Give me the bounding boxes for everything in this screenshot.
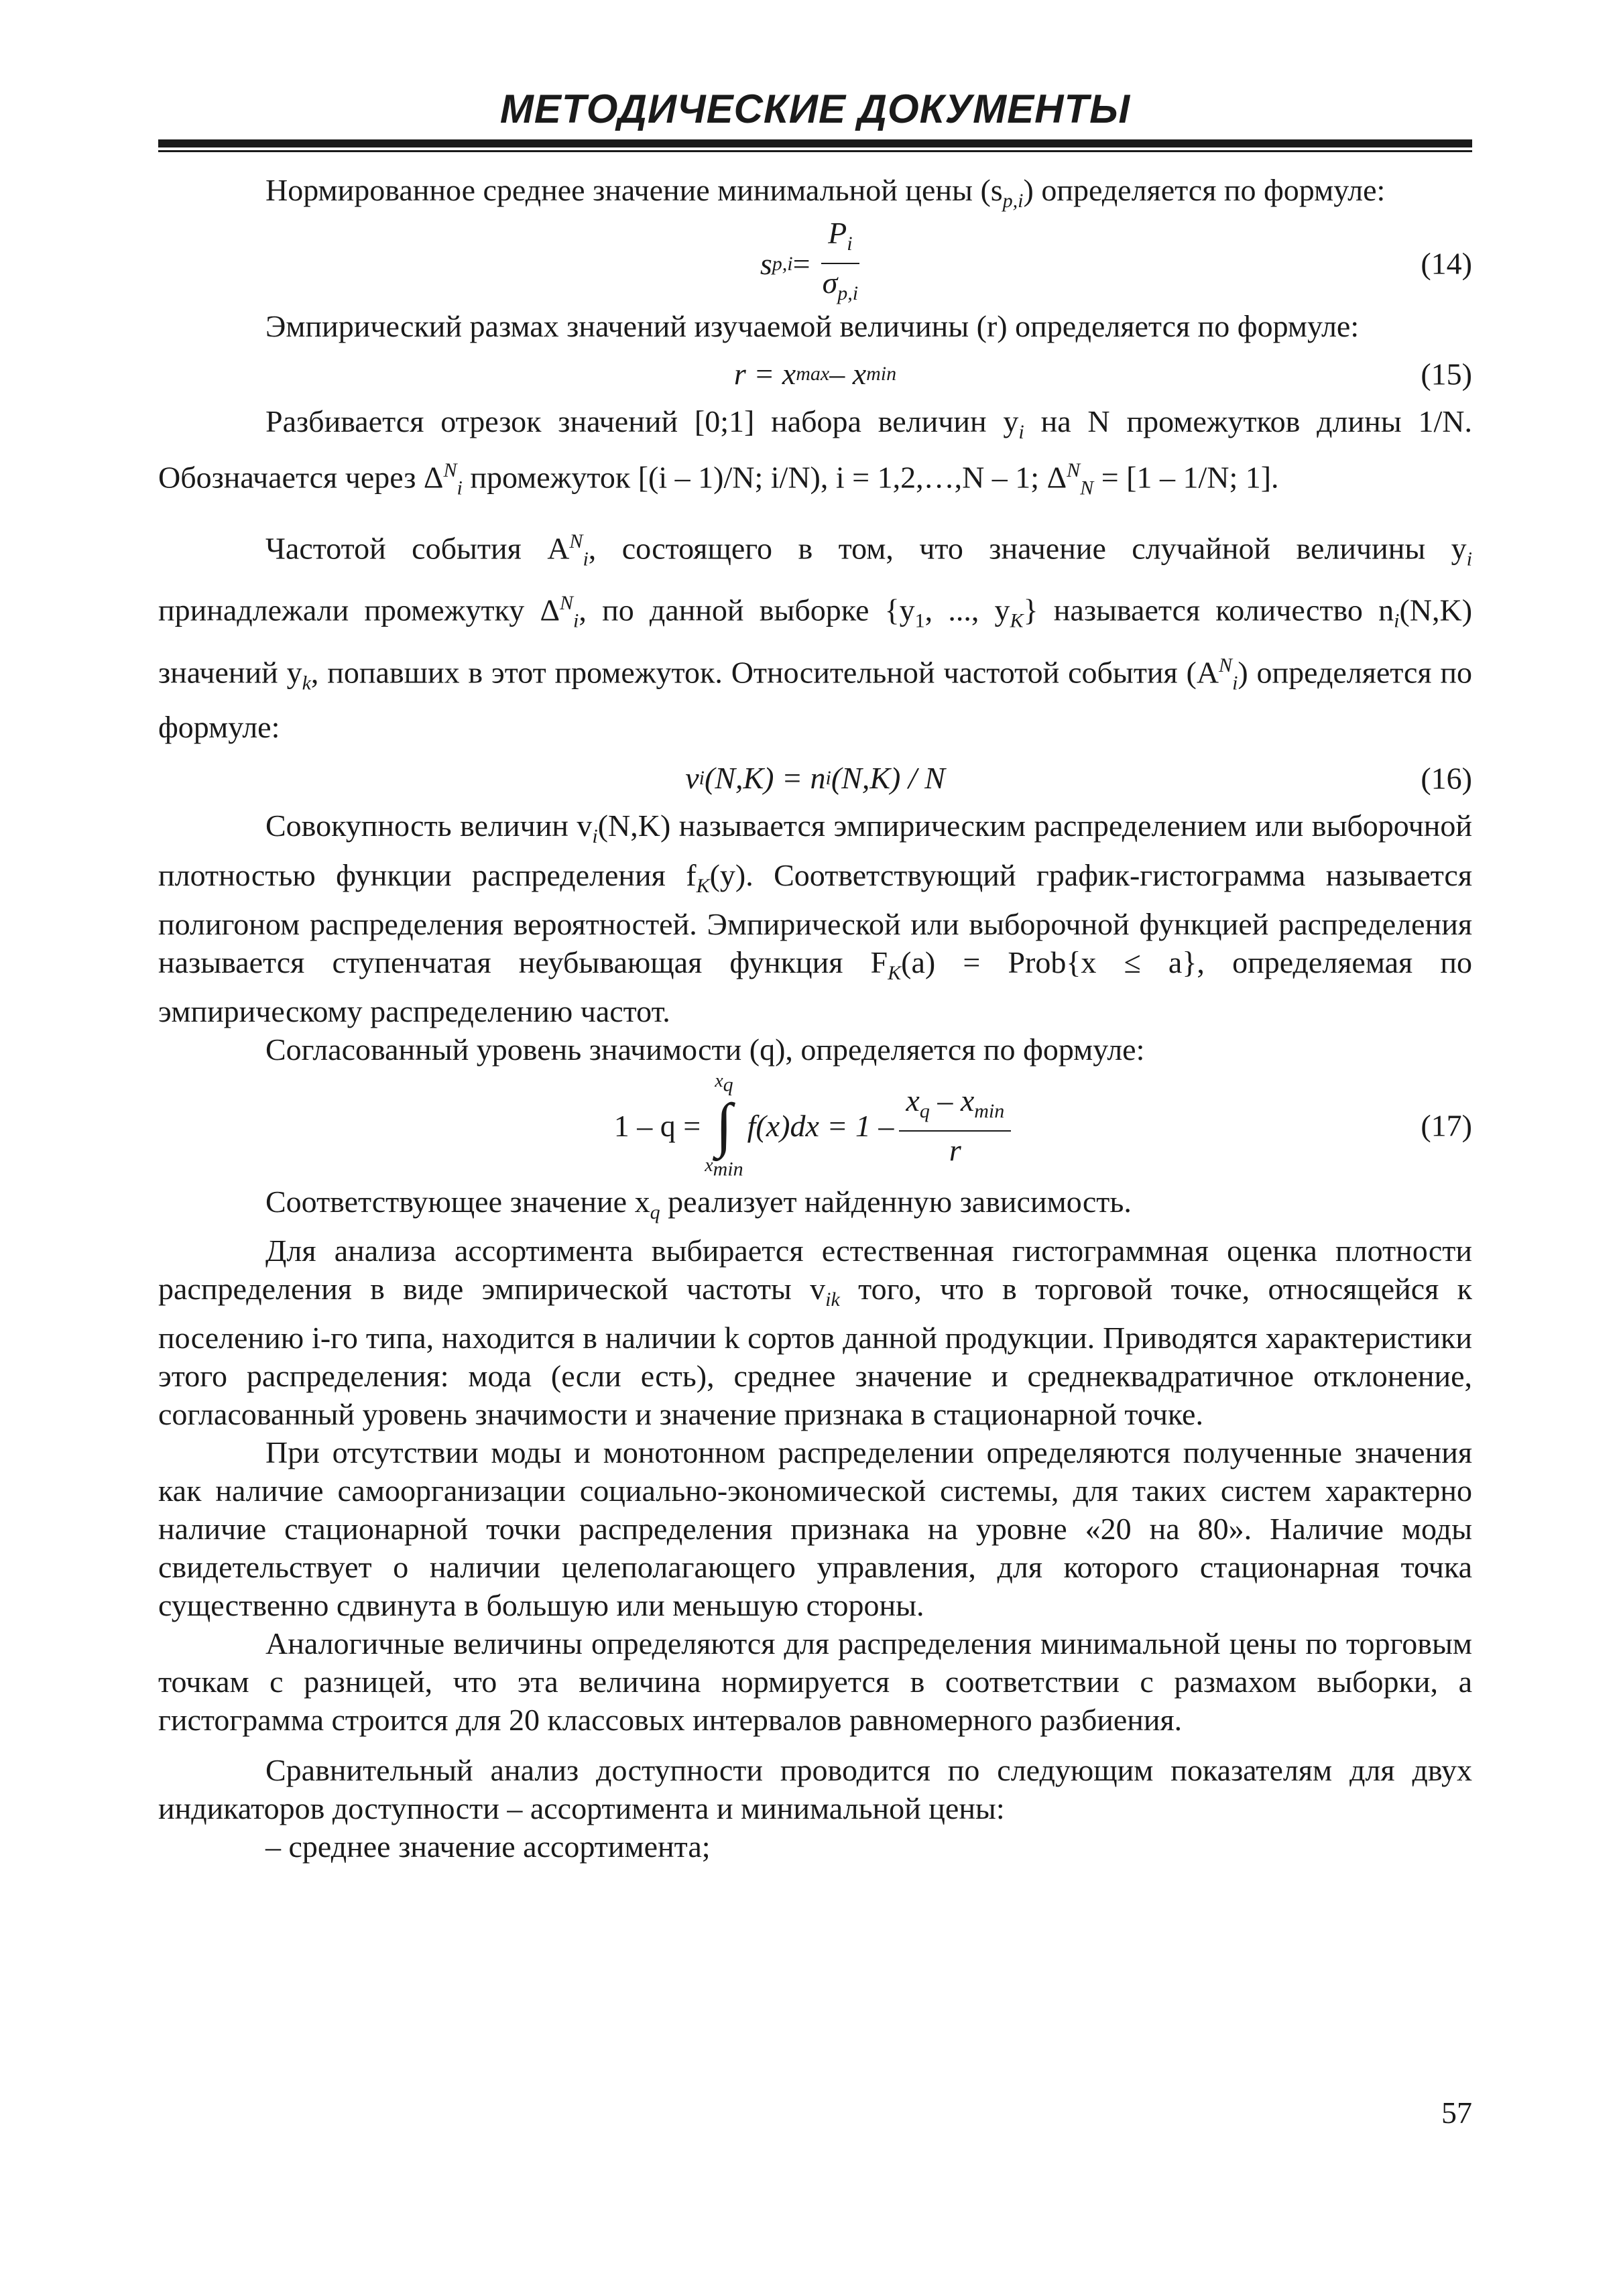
page-number: 57 [1441, 2096, 1472, 2130]
paragraph-8: Для анализа ассортимента выбирается естественная гистограммная оценка плотности распределения в виде эмпирической частоты $v_{ik}$ того, что в торговой точке, относящейся к поселению i-го типа, находится в наличии k сортов данной продукции. Приводятся характеристики этого распределения: мода (если есть), среднее значение и среднеквадратичное отклонение, согласованный уровень значимости и значение признака в стационарной точке. [158, 1233, 1472, 1432]
paragraph-1: Нормированное среднее значение минимальной цены $(s_{p,i})$ определяется по формуле: [265, 173, 1386, 213]
paragraph-2: Эмпирический размах значений изучаемой величины (r) определяется по формуле: [265, 309, 1360, 344]
paragraph-4: Частотой события $A^N_i$, состоящего в том, что значение случайной величины $y_i$ принадлежали промежутку $\Delta^N_i$, по данной выборке {$y_1$, ..., $y_K$} называется количество $n_i(N,K)$ значений $y_k$, попавших в этот промежуток. Относительной частотой события $(A^N_i)$ определяется по формуле: [158, 530, 1473, 745]
header-rule-thin [158, 150, 1472, 152]
running-header: МЕТОДИЧЕСКИЕ ДОКУМЕНТЫ [499, 86, 1131, 131]
header-rule-thick [158, 139, 1472, 147]
formula-14: s p,i = $\frac{P_i}{\sigma_{p,i}}$ (14) [760, 216, 1472, 305]
page-body [158, 171, 1472, 1866]
formula-17: 1 – q = $x_q$ ∫ $x_{min}$ f(x)dx = 1 – $\frac{x_q - x_{min}}{r}$ (17) [613, 1071, 1472, 1181]
equation-number-15: (15) [1421, 357, 1472, 391]
integral: $x_q$ ∫ $x_{min}$ [705, 1071, 743, 1181]
paragraph-3: Разбивается отрезок значений [0;1] набора величин $y_i$ на N промежутков длины 1/N. Обозначается через $\Delta^N_i$ промежуток [(i – 1)/N; i/N), i = 1,2,…,N – 1; $\Delta^N_N = [1 - 1/N$; 1]. [158, 404, 1472, 499]
paragraph-6: Согласованный уровень значимости (q), определяется по формуле: [265, 1032, 1145, 1067]
formula-15: r = x max – x min (15) [158, 345, 1472, 402]
equation-number-16: (16) [1421, 761, 1472, 796]
formula-16: v i (N,K) = n i (N,K) / N (16) [158, 749, 1472, 806]
paragraph-7: Соответствующее значение $x_q$ реализует найденную зависимость. [265, 1185, 1132, 1224]
equation-number-17: (17) [1421, 1108, 1472, 1143]
list-item-1: – среднее значение ассортимента; [265, 1829, 711, 1864]
equation-number-14: (14) [1421, 246, 1472, 281]
paragraph-5: Совокупность величин $v_i(N,K)$ называется эмпирическим распределением или выборочной плотностью функции распределения $f_K(y)$. Соответствующий график-гистограмма называется полигоном распределения вероятностей. Эмпирической или выборочной функцией распределения называется ступенчатая неубывающая функция $F_K(a)$ = Prob{x ≤ a}, определяемая по эмпирическому распределению частот. [158, 808, 1472, 1028]
paragraph-9: При отсутствии моды и монотонном распределении определяются полученные значения как наличие самоорганизации социально-экономической системы, для таких систем характерно наличие стационарной точки распределения признака на уровне «20 на 80». Наличие моды свидетельствует о наличии целеполагающего управления, для которого стационарная точка существенно сдвинута в большую или меньшую стороны. [158, 1435, 1472, 1623]
paragraph-11: Сравнительный анализ доступности проводится по следующим показателям для двух индикаторов доступности – ассортимента и минимальной цены: [158, 1753, 1472, 1826]
paragraph-10: Аналогичные величины определяются для распределения минимальной цены по торговым точкам с разницей, что эта величина нормируется в соответствии с размахом выборки, а гистограмма строится для 20 классовых интервалов равномерного разбиения. [158, 1626, 1472, 1738]
